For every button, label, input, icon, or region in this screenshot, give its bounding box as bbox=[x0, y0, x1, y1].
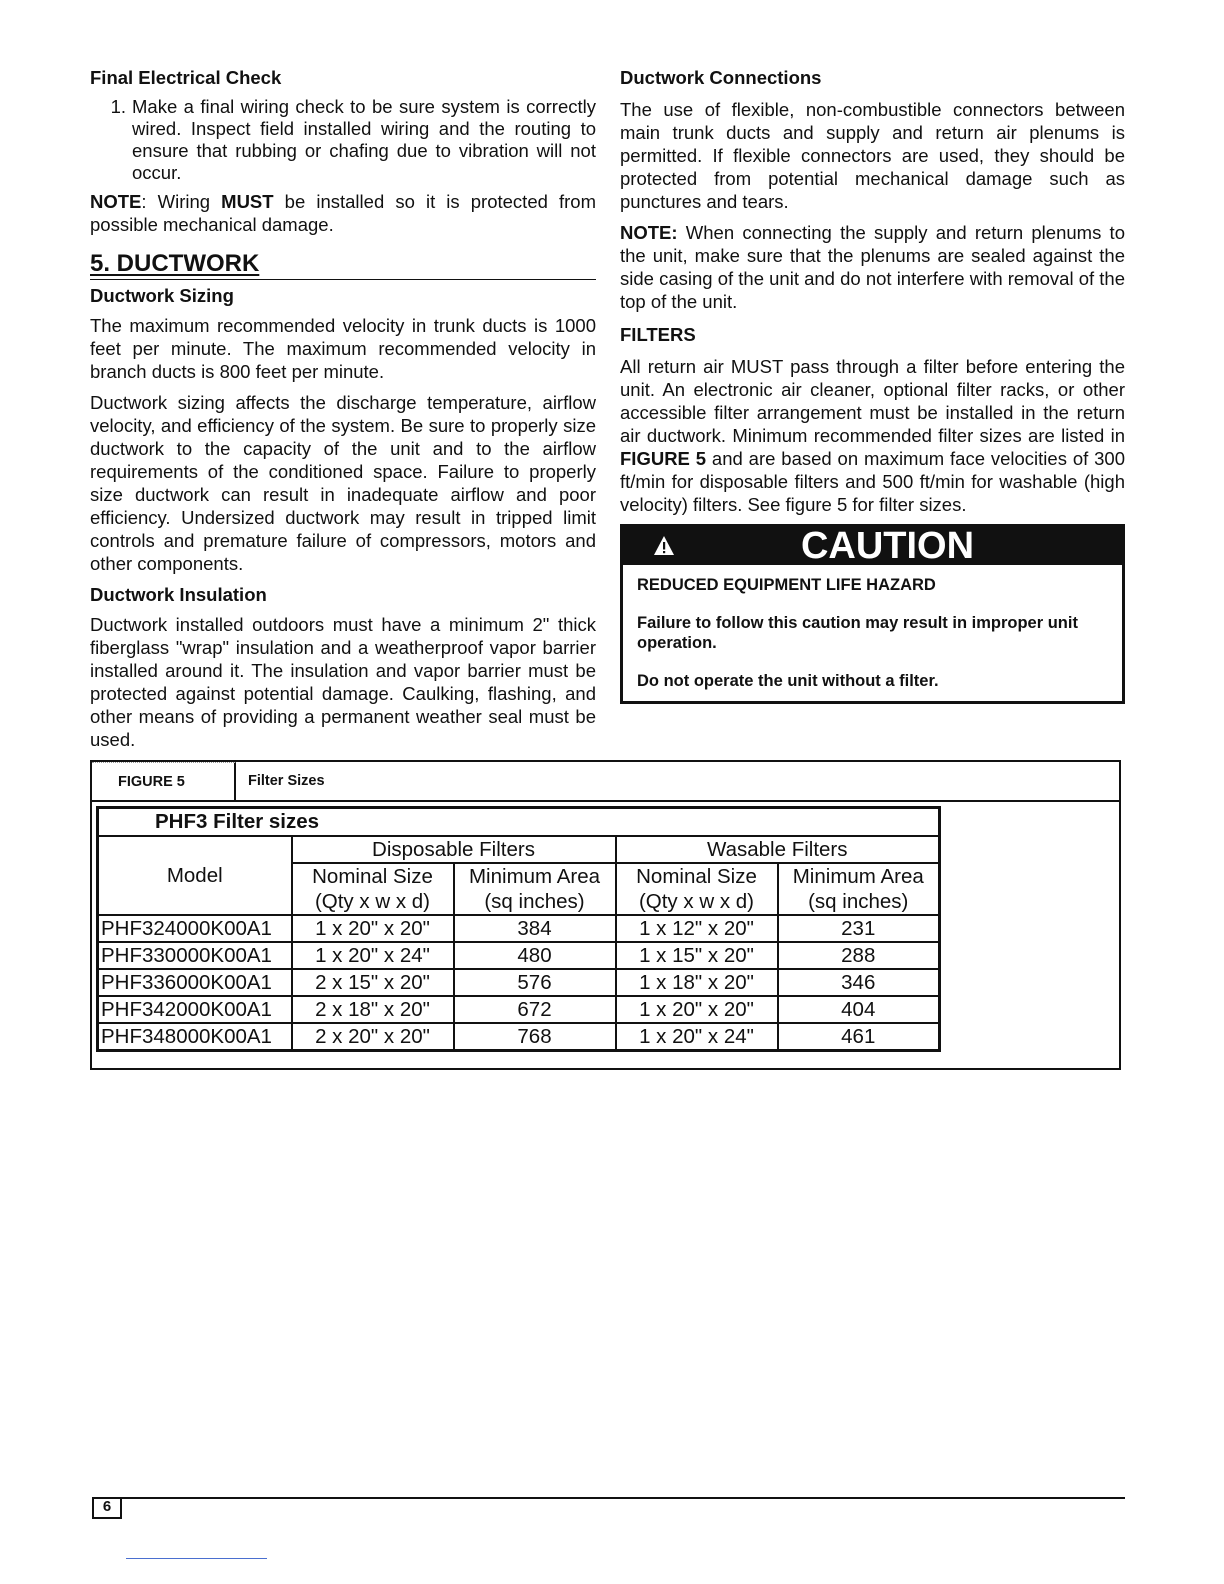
figure-title: Filter Sizes bbox=[248, 773, 325, 789]
cell-model: PHF330000K00A1 bbox=[98, 942, 292, 969]
cell-disp-size: 1 x 20" x 24" bbox=[292, 942, 454, 969]
right-column bbox=[620, 66, 1125, 704]
table-title: PHF3 Filter sizes bbox=[98, 808, 940, 837]
left-column bbox=[90, 66, 596, 759]
cell-wash-size: 1 x 12" x 20" bbox=[616, 915, 778, 942]
final-check-item-1 bbox=[90, 96, 596, 184]
final-electrical-check-heading: Final Electrical Check bbox=[90, 67, 282, 88]
disp-qty-header: (Qty x w x d) bbox=[292, 889, 454, 915]
note-post: be installed so it is protected from possible mechanical damage. bbox=[90, 191, 597, 235]
cell-wash-size: 1 x 18" x 20" bbox=[616, 969, 778, 996]
footer-blue-rule bbox=[126, 1558, 267, 1559]
cell-disp-area: 768 bbox=[454, 1023, 616, 1051]
plenum-note-text: When connecting the supply and return plenums to the unit, make sure that the plenums are sealed against the side casing of the unit and do not interfere with removal of the top of the unit. bbox=[620, 222, 1125, 312]
filters-p1-post: and are based on maximum face velocities of 300 ft/min for disposable filters and 500 ft/min for washable (high velocity) filters. See figure 5 for filter sizes. bbox=[620, 448, 1125, 515]
cell-disp-size: 2 x 20" x 20" bbox=[292, 1023, 454, 1051]
model-header: Model bbox=[98, 836, 292, 915]
wash-qty-header: (Qty x w x d) bbox=[616, 889, 778, 915]
cell-wash-size: 1 x 20" x 20" bbox=[616, 996, 778, 1023]
filters-p1-figure-ref: FIGURE 5 bbox=[620, 448, 707, 469]
cell-disp-size: 1 x 20" x 20" bbox=[292, 915, 454, 942]
plenum-note bbox=[620, 221, 1125, 313]
wash-minimum-area-header: Minimum Area bbox=[778, 863, 940, 889]
caution-box bbox=[620, 524, 1125, 704]
table-row bbox=[98, 1023, 940, 1051]
cell-model: PHF324000K00A1 bbox=[98, 915, 292, 942]
table-row bbox=[98, 942, 940, 969]
note-pre: : Wiring bbox=[141, 191, 222, 212]
cell-disp-area: 384 bbox=[454, 915, 616, 942]
ductwork-sizing-p1: The maximum recommended velocity in trunk ducts is 1000 feet per minute. The maximum recommended velocity in branch ducts is 800 feet per minute. bbox=[90, 315, 596, 382]
figure-header bbox=[92, 762, 1119, 802]
ductwork-connections-p1: The use of flexible, non-combustible connectors between main trunk ducts and supply and return air plenums is permitted. If flexible connectors are used, they should be protected from potential mechanical damage such as punctures and tears. bbox=[620, 99, 1125, 212]
cell-wash-area: 231 bbox=[778, 915, 940, 942]
disposable-header: Disposable Filters bbox=[292, 836, 616, 863]
caution-title: CAUTION bbox=[800, 525, 975, 567]
note-must: MUST bbox=[221, 191, 274, 212]
filter-sizes-table bbox=[96, 806, 941, 1052]
item-text: Make a final wiring check to be sure system is correctly wired. Inspect field installed wiring and the routing to ensure that rubbing or chafing due to vibration will not occur. bbox=[132, 96, 596, 183]
cell-wash-area: 346 bbox=[778, 969, 940, 996]
wash-nominal-size-header: Nominal Size bbox=[616, 863, 778, 889]
cell-model: PHF348000K00A1 bbox=[98, 1023, 292, 1051]
filters-heading: FILTERS bbox=[620, 324, 696, 345]
table-row bbox=[98, 915, 940, 942]
disp-minimum-area-header: Minimum Area bbox=[454, 863, 616, 889]
filters-p1-pre: All return air MUST pass through a filter before entering the unit. An electronic air cleaner, optional filter racks, or other accessible filter arrangement must be installed in the return air ductwork. Minimum recommended filter sizes are listed in bbox=[620, 356, 1125, 446]
section-title-ductwork: 5. DUCTWORK bbox=[90, 250, 596, 280]
cell-disp-size: 2 x 18" x 20" bbox=[292, 996, 454, 1023]
note-label: NOTE bbox=[90, 191, 142, 212]
plenum-note-label: NOTE: bbox=[620, 222, 678, 243]
caution-hazard-line: REDUCED EQUIPMENT LIFE HAZARD bbox=[637, 576, 936, 594]
disp-nominal-size-header: Nominal Size bbox=[292, 863, 454, 889]
cell-wash-size: 1 x 20" x 24" bbox=[616, 1023, 778, 1051]
cell-wash-area: 288 bbox=[778, 942, 940, 969]
cell-disp-area: 576 bbox=[454, 969, 616, 996]
ductwork-sizing-p2: Ductwork sizing affects the discharge temperature, airflow velocity, and efficiency of the system. Be sure to properly size ductwork to the capacity of the unit and to the airflow requirements of the conditioned space. Failure to properly size ductwork can result in inadequate airflow and poor efficiency. Undersized ductwork may result in tripped limit controls and premature failure of compressors, motors and other components. bbox=[90, 392, 596, 574]
table-row bbox=[98, 996, 940, 1023]
filters-p1 bbox=[620, 355, 1125, 516]
cell-model: PHF336000K00A1 bbox=[98, 969, 292, 996]
cell-disp-area: 480 bbox=[454, 942, 616, 969]
figure-5 bbox=[90, 760, 1121, 1070]
figure-label: FIGURE 5 bbox=[92, 762, 236, 800]
caution-header bbox=[623, 527, 1122, 565]
caution-consequence-line: Failure to follow this caution may result in improper unit operation. bbox=[637, 614, 1078, 652]
warning-triangle-icon bbox=[653, 535, 675, 557]
wiring-note bbox=[90, 190, 596, 236]
table-title-row bbox=[98, 808, 940, 837]
ductwork-connections-heading: Ductwork Connections bbox=[620, 67, 822, 88]
footer-rule bbox=[92, 1497, 1125, 1499]
table-group-header-row bbox=[98, 836, 940, 863]
ductwork-insulation-p1: Ductwork installed outdoors must have a minimum 2" thick fiberglass "wrap" insulation and a weatherproof vapor barrier installed around it. The insulation and vapor barrier must be protected against potential damage. Caulking, flashing, and other means of providing a permanent weather seal must be used. bbox=[90, 614, 596, 750]
cell-model: PHF342000K00A1 bbox=[98, 996, 292, 1023]
item-number: 1. bbox=[110, 96, 126, 117]
cell-wash-area: 404 bbox=[778, 996, 940, 1023]
caution-instruction-line: Do not operate the unit without a filter. bbox=[637, 672, 939, 690]
disp-sq-inches-header: (sq inches) bbox=[454, 889, 616, 915]
ductwork-sizing-heading: Ductwork Sizing bbox=[90, 285, 234, 306]
cell-wash-area: 461 bbox=[778, 1023, 940, 1051]
washable-header: Wasable Filters bbox=[616, 836, 940, 863]
cell-wash-size: 1 x 15" x 20" bbox=[616, 942, 778, 969]
ductwork-insulation-heading: Ductwork Insulation bbox=[90, 584, 267, 605]
cell-disp-area: 672 bbox=[454, 996, 616, 1023]
wash-sq-inches-header: (sq inches) bbox=[778, 889, 940, 915]
cell-disp-size: 2 x 15" x 20" bbox=[292, 969, 454, 996]
table-row bbox=[98, 969, 940, 996]
page-number: 6 bbox=[92, 1497, 122, 1519]
